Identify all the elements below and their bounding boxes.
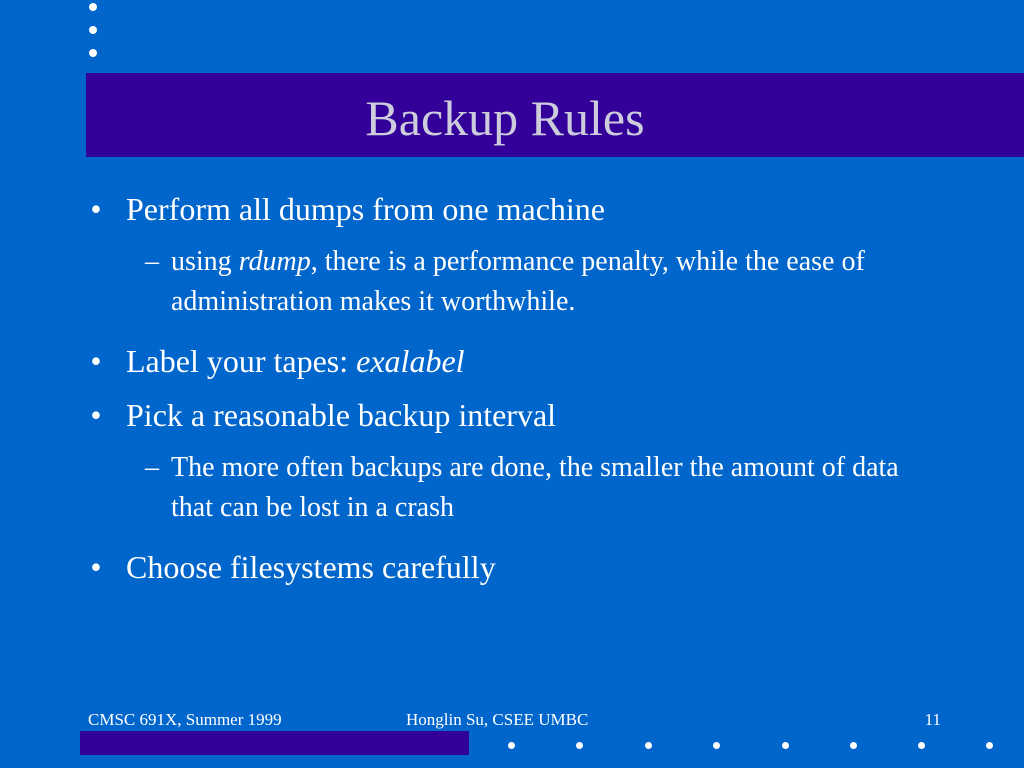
decorative-dot-icon bbox=[918, 742, 925, 749]
decorative-dot-icon bbox=[89, 49, 97, 57]
sub-bullet-text-emphasis: rdump bbox=[238, 246, 311, 277]
decorative-dot-icon bbox=[645, 742, 652, 749]
bullet-mark: • bbox=[90, 549, 102, 585]
sub-bullet-text: The more often backups are done, the smaller the amount of data that can be lost in a crash bbox=[171, 452, 899, 523]
sub-bullet-mark: – bbox=[145, 246, 159, 277]
sub-bullet-text-pre: using bbox=[171, 246, 239, 277]
sub-bullet-item bbox=[86, 448, 931, 528]
decorative-dot-icon bbox=[713, 742, 720, 749]
bullet-text: Pick a reasonable backup interval bbox=[126, 397, 557, 433]
decorative-dot-icon bbox=[508, 742, 515, 749]
sub-bullet-text-post: , there is a performance penalty, while the ease of administration makes it worthwhile. bbox=[171, 246, 865, 317]
decorative-dot-icon bbox=[850, 742, 857, 749]
bullet-text-emphasis: exalabel bbox=[356, 343, 465, 379]
decorative-dot-icon bbox=[89, 26, 97, 34]
decorative-dot-icon bbox=[986, 742, 993, 749]
title-band bbox=[86, 73, 1024, 157]
bullet-item bbox=[86, 190, 946, 228]
sub-bullet-item bbox=[86, 242, 931, 322]
slide-title: Backup Rules bbox=[365, 90, 645, 146]
bullet-item bbox=[86, 548, 946, 586]
footer-course: CMSC 691X, Summer 1999 bbox=[88, 710, 282, 729]
decorative-dot-icon bbox=[576, 742, 583, 749]
bullet-text-pre: Label your tapes: bbox=[126, 343, 357, 379]
bullet-text: Choose filesystems carefully bbox=[126, 549, 496, 585]
bottom-dot-row bbox=[0, 742, 1024, 752]
bullet-item bbox=[86, 342, 946, 380]
bullet-text: Perform all dumps from one machine bbox=[126, 191, 605, 227]
decorative-dot-icon bbox=[89, 3, 97, 11]
slide-body bbox=[86, 190, 946, 586]
decorative-dot-icon bbox=[782, 742, 789, 749]
sub-bullet-mark: – bbox=[145, 452, 159, 483]
bullet-mark: • bbox=[90, 343, 102, 379]
bullet-mark: • bbox=[90, 397, 102, 433]
bullet-item bbox=[86, 396, 946, 434]
page-number: 11 bbox=[924, 710, 941, 729]
bullet-mark: • bbox=[90, 191, 102, 227]
footer-author: Honglin Su, CSEE UMBC bbox=[406, 710, 589, 729]
